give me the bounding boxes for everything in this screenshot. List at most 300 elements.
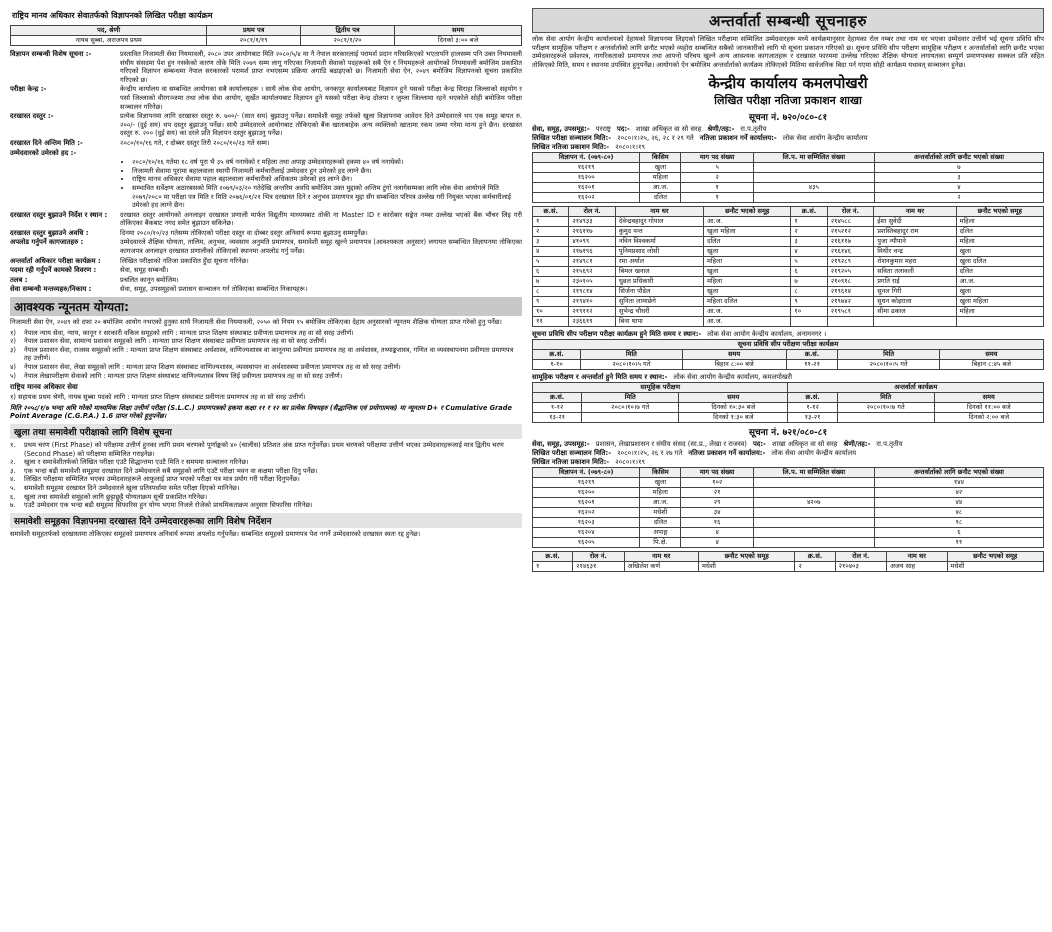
- summary-cell: दलित: [640, 193, 681, 203]
- age-limit-list: [120, 158, 522, 210]
- summary-cell: आ.ज.: [640, 498, 681, 508]
- group-test-place: लोक सेवा आयोग केन्द्रीय कार्यालय, कमलपोखरी: [673, 373, 793, 382]
- field-value: सेवा, समूह, उपसमूहको प्रशासन सञ्चालन गर्न तोकिएका सम्बन्धित निकायहरू।: [120, 285, 308, 294]
- summary-row: [533, 163, 1044, 173]
- summary-cell: ४: [874, 183, 1043, 193]
- field-row: [10, 211, 522, 228]
- field-value: प्रचलित कानून बमोजिम।: [120, 275, 179, 284]
- group-test-cell: दिनको १:३० बजे: [679, 413, 788, 423]
- open-item-text: खुला र समावेशीतर्फको लिखित परीक्षा एउटै सिद्धान्तमा एउटै मिति र समयमा सञ्चालन गरिनेछ।: [24, 458, 249, 467]
- candidate-cell: २१६१४६: [827, 247, 874, 257]
- summary-cell: दलित: [640, 518, 681, 528]
- it-test-line: [532, 330, 1044, 339]
- summary-cell: २: [681, 173, 753, 183]
- schedule-header: प्रथम पत्र: [207, 26, 301, 36]
- right-column: [532, 8, 1044, 928]
- field-value: लिखित परीक्षाको नतिजा प्रकाशित हुँदा सूचना गरिनेछ।: [120, 256, 249, 265]
- candidate-header: क्र.सं.: [795, 552, 835, 562]
- candidate-cell: ५: [791, 257, 827, 267]
- field-value: २०८०/१०/१६ गते, र दोब्बर दस्तुर तिरी २०८०/१०/२३ गते सम्म।: [120, 138, 270, 147]
- summary-cell: [753, 478, 874, 488]
- level-value: रा.प.तृतीय: [740, 125, 767, 134]
- summary-table: [532, 467, 1044, 548]
- candidate-cell: २१९४१०: [569, 297, 616, 307]
- candidate-cell: महिला दलित: [704, 297, 791, 307]
- age-item: • निजामती सेवामा पूरामा बहालवाला स्थायी निजामती कर्मचारीलाई उम्मेदवार हुन उमेरको हद लाग्ने छैन।: [132, 167, 522, 176]
- candidate-cell: [791, 317, 827, 327]
- candidate-cell: पुजा न्यौपाने: [874, 237, 956, 247]
- it-test-cell: बिहान ८:४५ बजे: [939, 360, 1043, 370]
- notice-number: सूचना नं. ७२०/०८०-८१: [748, 113, 828, 124]
- it-test-header: मिति: [581, 350, 683, 360]
- candidate-cell: देवेन्द्रबहादुर गोपाल: [615, 217, 703, 227]
- candidate-header: छनौट भएको समूह: [956, 207, 1043, 217]
- open-item-text: एउटै उम्मेदवार एक भन्दा बढी समूहमा सिफारिस हुन योग्य भएमा निजले रोजेको प्राथमिकताक्रम अनुसार सिफारिस गरिनेछ।: [24, 501, 313, 510]
- candidate-cell: मधेशी: [699, 562, 795, 572]
- field-label: दरखास्त दिने अन्तिम मिति :-: [10, 138, 83, 147]
- candidate-cell: खुला: [704, 287, 791, 297]
- candidate-row: [533, 307, 1044, 317]
- summary-cell: ४: [681, 538, 753, 548]
- candidate-cell: २१०९१८: [827, 277, 874, 287]
- interview-notice-heading: अन्तर्वार्ता सम्बन्धी सूचनाहरु: [532, 8, 1044, 33]
- group-test-cell: दिनको ११:०० बजे: [934, 403, 1043, 413]
- summary-cell: [753, 193, 874, 203]
- summary-row: [533, 173, 1044, 183]
- candidate-cell: अखिलेश कर्ण: [624, 562, 698, 572]
- candidate-cell: २१९७४२: [827, 297, 874, 307]
- summary-cell: २१: [681, 488, 753, 498]
- candidate-cell: रोशनकुमार महरा: [874, 257, 956, 267]
- it-test-header: समय: [939, 350, 1043, 360]
- group-test-cell: दिनको १०:३० बजे: [679, 403, 788, 413]
- candidate-cell: ७: [533, 277, 569, 287]
- group-test-row: [533, 403, 1044, 413]
- candidate-cell: २१६११७: [827, 237, 874, 247]
- summary-cell: ४: [681, 528, 753, 538]
- summary-cell: २९: [681, 498, 753, 508]
- schedule-header: समय: [394, 26, 521, 36]
- summary-header: अन्तर्वार्ताको लागि छनौट भएको संख्या: [874, 153, 1043, 163]
- summary-cell: १६२०३: [533, 518, 640, 528]
- result-date-value: २०८०।१।१९: [615, 458, 646, 467]
- field-value: केन्द्रीय कार्यालय वा सम्बन्धित आयोगका सबै कार्यालयहरू । साथै लोक सेवा आयोग, जनकपुर कार्यालयबाट विज्ञापन हुने यसको परीक्षा केन्द्र सिराहा जिल्लाको सहयोग र पर्सा जिल्लाको वीरगञ्जमा तथा लोक सेवा आयोग, सुर्खेत कार्यालयबाट विज्ञापन हुने यसको परीक्षा केन्द्र दोलपा र जुम्ला जिल्लामा रहने भएकोले सोही बमोजिम परीक्षा सञ्चालन गरिनेछ।: [120, 85, 522, 111]
- candidate-cell: खुला महिला: [704, 227, 791, 237]
- candidate-cell: महिला: [956, 217, 1043, 227]
- it-test-cell: २०८०।१०।५ गते: [581, 360, 683, 370]
- candidate-cell: नविन विश्वकर्मा: [615, 237, 703, 247]
- result-date-value: २०८०।१।१९: [615, 143, 646, 152]
- open-item-number: ६.: [10, 492, 16, 501]
- field-row: [10, 112, 522, 138]
- group-test-cell: २०८०।१०।७ गते: [837, 403, 934, 413]
- qualification-list: [10, 329, 522, 381]
- candidate-header: नाम थर: [874, 207, 956, 217]
- group-test-header: मिति: [837, 393, 934, 403]
- office-name: केन्द्रीय कार्यालय कमलपोखरी: [708, 74, 868, 93]
- summary-cell: १६: [681, 518, 753, 528]
- summary-cell: खुला: [640, 478, 681, 488]
- level-value: रा.प.तृतीय: [876, 440, 903, 449]
- it-test-row: [533, 360, 1044, 370]
- candidate-cell: खुला: [704, 247, 791, 257]
- candidate-cell: मधेशी: [947, 562, 1044, 572]
- candidate-cell: १०: [791, 307, 827, 317]
- qualification-item: [10, 346, 522, 363]
- group-test-header: क्र.सं.: [533, 393, 582, 403]
- summary-row: [533, 528, 1044, 538]
- qualification-item-number: १): [10, 328, 17, 337]
- exam-date-value: २०८०।१।२५, २६ र २७ गते: [617, 449, 683, 458]
- schedule-cell: २०८१/१/२०: [301, 36, 395, 46]
- qualification-item-text: नेपाल लेखापरीक्षण सेवाको लागि : मान्यता प्राप्त शिक्षण संस्थाबाट वाणिज्यशास्त्र विषय लिई प्रवीणता प्रमाणपत्र तह वा सो सरह उत्तीर्ण।: [24, 371, 343, 380]
- summary-cell: ४२०७: [753, 498, 874, 508]
- field-label: उम्मेदवारको उमेरको हद :-: [10, 148, 77, 157]
- service-value: परराष्ट्र: [595, 125, 611, 134]
- summary-cell: ११: [874, 538, 1043, 548]
- candidate-cell: मिथीर चन्द्र: [874, 247, 956, 257]
- service-label: सेवा, समूह, उपसमूह:-: [532, 440, 590, 449]
- candidate-cell: ४: [791, 247, 827, 257]
- candidate-header: नाम थर: [615, 207, 703, 217]
- summary-row: [533, 508, 1044, 518]
- candidate-header: नाम थर: [624, 552, 698, 562]
- summary-cell: १६२०५: [533, 538, 640, 548]
- candidate-header-row: [533, 552, 1044, 562]
- open-item-number: २.: [10, 458, 16, 467]
- summary-cell: [753, 528, 874, 538]
- summary-header: विज्ञापन नं. (०७९-८०): [533, 153, 640, 163]
- open-item-number: ३.: [10, 466, 16, 475]
- field-value: प्रत्येक विज्ञापनमा लागि दरखास्त दस्तुर रु. ७००/- (सात सय) बुझाउनु पर्नेछ। समावेशी समूह तर्फको खुला विज्ञापनमा आवेदन दिने उम्मेदवारले थप एक समूह बापत रु. २००/- (दुई सय) थप दस्तुर बुझाउनु पर्नेछ। साथै उम्मेदवारले आयोगबाट तोकिएको बैंक खाताबाहेक अन्य व्यक्तिको खातामा रकम जम्मा गरेमा मान्य हुने छैन। दरखास्त दस्तुर रु. २०० (दुई सय) का दरले प्रति विज्ञापन दस्तुर बुझाउनु पर्नेछ।: [120, 112, 522, 138]
- group-test-header-row: [533, 393, 1044, 403]
- summary-cell: १८: [874, 518, 1043, 528]
- field-label: अपलोड गर्नुपर्ने कागजातहरु :: [10, 238, 84, 247]
- open-item-text: लिखित परीक्षामा सम्मिलित भएका उम्मेदवारहरूले आफूलाई प्राप्त भएको परीक्षा पत्र मात्र प्रयोग गरी परीक्षा दिनुपर्नेछ।: [24, 475, 300, 484]
- result-date-label: लिखित नतिजा प्रकाशन मिति:-: [532, 143, 610, 152]
- candidate-header: रोल नं.: [827, 207, 874, 217]
- result-office-value: लोक सेवा आयोग केन्द्रीय कार्यालय: [771, 449, 857, 458]
- summary-header: माग पद संख्या: [681, 153, 753, 163]
- field-label: सेवा सम्बन्धी मन्तव्यहरु/निकाय :: [10, 285, 92, 294]
- candidate-header-row: [533, 207, 1044, 217]
- result-office-label: नतिजा प्रकाशन गर्ने कार्यालय:-: [688, 449, 766, 458]
- exam-date-label: लिखित परीक्षा सञ्चालन मिति:-: [532, 449, 612, 458]
- field-row: [10, 238, 522, 255]
- candidate-cell: आ.ज.: [704, 317, 791, 327]
- open-item-number: ४.: [10, 475, 16, 484]
- candidate-cell: २१९२०५: [827, 267, 874, 277]
- candidate-cell: सीमा ढकाल: [874, 307, 956, 317]
- post-value: शाखा अधिकृत वा सो सरह: [771, 440, 838, 449]
- summary-cell: १: [681, 183, 753, 193]
- group-test-line: [532, 373, 1044, 382]
- candidate-cell: सविता तलावली: [874, 267, 956, 277]
- exam-schedule-table: [10, 25, 522, 46]
- candidate-cell: ११: [533, 317, 569, 327]
- qualification-item: [10, 329, 522, 338]
- field-row: [10, 285, 522, 294]
- group-test-cell: दिनको २:०० बजे: [934, 413, 1043, 423]
- group-test-cell: १३-२१: [788, 413, 837, 423]
- post-value: शाखा अधिकृत वा सो सरह: [635, 125, 702, 134]
- candidate-cell: २३६६१९: [569, 317, 616, 327]
- qualification-item: [10, 363, 522, 372]
- it-test-cell: बिहान ८:०० बजे: [682, 360, 786, 370]
- summary-cell: १६२०१: [533, 498, 640, 508]
- summary-cell: १६२००: [533, 488, 640, 498]
- summary-cell: १: [681, 193, 753, 203]
- candidate-header: नाम थर: [886, 552, 947, 562]
- candidate-cell: ८: [533, 287, 569, 297]
- candidate-cell: ४: [533, 247, 569, 257]
- open-inclusive-heading: खुला तथा समावेशी परीक्षाको लागि विशेष सूचना: [10, 424, 522, 439]
- candidate-table: [532, 551, 1044, 572]
- candidate-cell: २१४५८८: [827, 217, 874, 227]
- candidate-cell: १: [533, 217, 569, 227]
- summary-cell: महिला: [640, 173, 681, 183]
- qualification-item: [10, 372, 522, 381]
- candidate-cell: आ.ज.: [704, 307, 791, 317]
- open-item: [10, 475, 522, 484]
- field-label: विज्ञापन सम्बन्धी विशेष सूचना :-: [10, 50, 92, 58]
- branch-name: लिखित परीक्षा नतिजा प्रकाशन शाखा: [714, 94, 862, 108]
- candidate-cell: सुधन कोइराला: [874, 297, 956, 307]
- qualification-item-number: ३): [10, 345, 17, 354]
- inclusive-instruction-heading: समावेशी समूहका विज्ञापनमा दरखास्त दिने उम्मेदवारहरूका लागि विशेष निर्देशन: [10, 513, 522, 528]
- group-test-cell: [582, 413, 679, 423]
- candidate-header: छनौट भएको समूह: [947, 552, 1044, 562]
- candidate-cell: ३: [791, 237, 827, 247]
- candidate-cell: ७: [791, 277, 827, 287]
- candidate-cell: [874, 317, 956, 327]
- candidate-cell: प्रशस्तिबहादुर राम: [874, 227, 956, 237]
- qualification-item-number: ४): [10, 363, 17, 371]
- candidate-row: [533, 227, 1044, 237]
- age-item: • राष्ट्रिय मानव अधिकार सेवामा पहाल बहालवाला कर्मचारीको अधिकतम उमेरको हद लाग्ने छैन।: [132, 175, 522, 184]
- candidate-cell: ९: [791, 297, 827, 307]
- summary-cell: १६२०४: [533, 528, 640, 538]
- open-item-text: खुला तथा समावेशी समूहको लागि छुट्टाछुट्टै योग्यताक्रम सूची प्रकाशित गरिनेछ।: [24, 492, 208, 501]
- summary-cell: महिला: [640, 488, 681, 498]
- left-column: [10, 8, 522, 928]
- field-label: परीक्षा केन्द्र :-: [10, 85, 47, 94]
- field-label: दरखास्त दस्तुर :-: [10, 112, 54, 121]
- candidate-cell: २१०४०३: [835, 562, 886, 572]
- notice-number: सूचना नं. ७२१/०८०-८१: [748, 428, 828, 439]
- open-item-number: १.: [10, 440, 16, 449]
- it-test-place: लोक सेवा आयोग केन्द्रीय कार्यालय, अनामनगर ।: [707, 330, 827, 339]
- open-item-number: ७.: [10, 501, 16, 510]
- qualification-item-text: नेपाल न्याय सेवा, न्याय, कानून र सरकारी वकिल समूहको लागि : मान्यता प्राप्त शिक्षण संस्थाबाट प्रवीणता प्रमाणपत्र तह वा सो सरह उत्तीर्ण।: [24, 328, 354, 337]
- open-item-text: एक भन्दा बढी समावेशी समूहमा दरखास्त दिने उम्मेदवारले सबै समूहको लागि एउटै परीक्षा भवन वा कक्षमा परीक्षा दिनु पर्नेछ।: [24, 466, 318, 475]
- summary-row: [533, 498, 1044, 508]
- summary-cell: [753, 518, 874, 528]
- summary-cell: १६२१९: [533, 163, 640, 173]
- summary-cell: [753, 163, 874, 173]
- field-label: पदमा रही गर्नुपर्ने कामको विवरण :: [10, 266, 97, 275]
- summary-cell: [753, 488, 874, 498]
- candidate-cell: २१६११७: [569, 227, 616, 237]
- summary-cell: ७: [874, 163, 1043, 173]
- candidate-table: [532, 206, 1044, 327]
- group-test-table: [532, 382, 1044, 423]
- summary-cell: [753, 538, 874, 548]
- nhr-heading: राष्ट्रिय मानव अधिकार सेवा: [10, 383, 78, 392]
- summary-row: [533, 193, 1044, 203]
- summary-cell: पि.क्षे.: [640, 538, 681, 548]
- candidate-cell: रमा अर्याल: [615, 257, 703, 267]
- service-label: सेवा, समूह, उपसमूह:-: [532, 125, 590, 134]
- candidate-cell: कुमुद पन्त: [615, 227, 703, 237]
- candidate-cell: बिना थापा: [615, 317, 703, 327]
- field-row: [10, 139, 522, 148]
- qualification-item-number: ५): [10, 371, 17, 380]
- candidate-cell: १: [791, 217, 827, 227]
- notice-block: [532, 425, 1044, 572]
- inclusive-instruction-text: समावेशी समूहतर्फको दरखास्तमा तोकिएका समूहको प्रमाणपत्र अनिवार्य रूपमा अपलोड गर्नुपर्नेछ। सम्बन्धित समूहको प्रमाणपत्र पेश नगर्ने उम्मेदवारको दरखास्त स्वतः रद्द हुनेछ।: [10, 529, 421, 538]
- open-item-text: समावेशी समूहमा दरखास्त दिने उम्मेदवारले खुला प्रतिस्पर्धामा समेत परीक्षा दिएको मानिनेछ।: [24, 483, 240, 492]
- field-row: [10, 149, 522, 158]
- candidate-row: [533, 247, 1044, 257]
- group-test-cell: १-१२: [533, 403, 582, 413]
- open-item: [10, 467, 522, 476]
- group-test-label: सामूहिक परीक्षण र अन्तर्वार्ता हुने मिति समय र स्थान:-: [532, 373, 668, 382]
- candidate-cell: २: [795, 562, 835, 572]
- candidate-cell: आ.ज.: [956, 277, 1043, 287]
- summary-header-row: [533, 153, 1044, 163]
- qualification-item-text: नेपाल प्रशासन सेवा, लेखा समूहको लागि : मान्यता प्राप्त शिक्षण संस्थाबाट वाणिज्यशास्त्र, व्यवस्थापन वा अर्थशास्त्रमा प्रवीणता प्रमाणपत्र तह वा सो सरह उत्तीर्ण।: [24, 363, 401, 371]
- open-item: [10, 501, 522, 510]
- candidate-cell: [827, 317, 874, 327]
- candidate-cell: बिमल खनाल: [615, 267, 703, 277]
- level-label: श्रेणी/तह:-: [843, 440, 871, 449]
- it-test-table: [532, 339, 1044, 370]
- summary-header-row: [533, 468, 1044, 478]
- candidate-cell: आ.ज.: [704, 217, 791, 227]
- notice-result-line: [532, 143, 1044, 152]
- group-test-header: समय: [934, 393, 1043, 403]
- notice-result-line: [532, 458, 1044, 467]
- it-test-title: सूचना प्रविधि सीप परीक्षण परीक्षा कार्यक्रम: [533, 340, 1044, 350]
- age-item: • सम्भावित सर्वेक्षण अठारबसको मिति २०७९/०३/२० गतेदेखि अन्तरिम अवधि बमोजिम उक्त मुद्दाको अन्तिम टुंगो नलागेसम्मका लागि लोक सेवा आयोगले मिति २०७९/२०८० मा परीक्षा पत्र मिति र मिति २०७६/०१/२१ भित्र दरखास्त दिने र अनुभव प्रमाणपत्र मुद्दा सँग सम्बन्धित परिपत्र उल्लेख गरी नियुक्त भएका कर्मचारीलाई उमेरको हद लाग्ने छैन।: [132, 184, 522, 210]
- summary-cell: ४३५: [753, 183, 874, 193]
- candidate-row: [533, 317, 1044, 327]
- candidate-cell: २: [533, 227, 569, 237]
- candidate-cell: खुला दलित: [956, 257, 1043, 267]
- candidate-cell: महिला: [956, 307, 1043, 317]
- candidate-row: [533, 257, 1044, 267]
- candidate-cell: दलित: [956, 267, 1043, 277]
- candidate-cell: अजय साह: [886, 562, 947, 572]
- qualification-intro: निजामती सेवा ऐन, २०४९ को दफा २० बमोजिम आयोग नभएको हुनुका साथै निजामती सेवा नियमावली, २०५० को नियम १५ बमोजिम तोकिएका देहाय अनुसारको न्यूनतम शैक्षिक योग्यता प्राप्त गरेको हुनु पर्नेछ।: [10, 318, 502, 327]
- qualification-item-text: नेपाल प्रशासन सेवा, सामान्य प्रशासन समूहको लागि : मान्यता प्राप्त शिक्षण संस्थाबाट प्रवीणता प्रमाणपत्र तह वा सो सरह उत्तीर्ण।: [24, 337, 327, 346]
- it-test-cell: २०८०।१०।५ गते: [838, 360, 940, 370]
- candidate-cell: ईशा सुवेदी: [874, 217, 956, 227]
- summary-cell: खुला: [640, 163, 681, 173]
- summary-cell: ६: [874, 528, 1043, 538]
- field-row: [10, 266, 522, 275]
- age-item: • २०८०/१०/१६ गतेमा १८ वर्ष पूरा भै ३५ वर्ष ननाघेको र महिला तथा अपाङ्ग उम्मेदवारहरूको हकमा ४० वर्ष ननाघेको।: [132, 158, 522, 167]
- it-test-header: क्र.सं.: [533, 350, 581, 360]
- candidate-cell: २१९५८१: [827, 307, 874, 317]
- summary-cell: २: [874, 193, 1043, 203]
- summary-cell: १४४: [874, 478, 1043, 488]
- summary-cell: ३४: [681, 508, 753, 518]
- candidate-row: [533, 217, 1044, 227]
- candidate-cell: ५: [533, 257, 569, 267]
- candidate-cell: सुनिता लामाछेगे: [615, 297, 703, 307]
- level-label: श्रेणी/तह:-: [707, 125, 735, 134]
- group-test-header: क्र.सं.: [788, 393, 837, 403]
- candidate-cell: २१९२८९: [827, 257, 874, 267]
- candidate-cell: सुभेन्द्र चौधरी: [615, 307, 703, 317]
- candidate-cell: २१४९३३: [569, 217, 616, 227]
- candidate-cell: खुला: [956, 247, 1043, 257]
- summary-cell: १६२१९: [533, 478, 640, 488]
- group-test-cell: १३-२१: [533, 413, 582, 423]
- candidate-cell: सुनल गिरी: [874, 287, 956, 297]
- candidate-cell: २१९८१४: [569, 287, 616, 297]
- summary-row: [533, 538, 1044, 548]
- result-office-label: नतिजा प्रकाशन गर्ने कार्यालय:-: [699, 134, 777, 143]
- schedule-cell: दिनको ३:०० बजे: [394, 36, 521, 46]
- group-test-row: [533, 413, 1044, 423]
- open-item: [10, 493, 522, 502]
- candidate-cell: २१९६१४: [827, 287, 874, 297]
- nhr-item: १) सहायक प्रथम श्रेणी, नायब सुब्बा पदको लागि : मान्यता प्राप्त शिक्षण संस्थाबाट प्रवीणता प्रमाणपत्र तह वा सो सरह उत्तीर्ण।: [10, 393, 306, 402]
- qualification-heading: आवश्यक न्यूनतम योग्यता:: [10, 297, 522, 316]
- field-value: सेवा, समूह सम्बन्धी।: [120, 266, 169, 275]
- candidate-cell: २१५६९२: [569, 267, 616, 277]
- candidate-cell: १०: [533, 307, 569, 317]
- summary-row: [533, 518, 1044, 528]
- schedule-header: पद, श्रेणी: [11, 26, 207, 36]
- candidate-header: क्र.सं.: [533, 552, 573, 562]
- candidate-header: छनौट भएको समूह: [699, 552, 795, 562]
- result-office-value: लोक सेवा आयोग केन्द्रीय कार्यालय: [782, 134, 868, 143]
- summary-cell: ४८: [874, 508, 1043, 518]
- candidate-cell: २१७१९६: [569, 247, 616, 257]
- summary-header: माग पद संख्या: [681, 468, 753, 478]
- group-test-header: मिति: [582, 393, 679, 403]
- candidate-cell: सिर्जना पौडेल: [615, 287, 703, 297]
- it-test-header-row: [533, 350, 1044, 360]
- it-test-title-row: [533, 340, 1044, 350]
- post-label: पद:-: [752, 440, 766, 449]
- candidate-header: छनौट भएको समूह: [704, 207, 791, 217]
- open-item: [10, 441, 522, 458]
- candidate-cell: दलित: [704, 237, 791, 247]
- candidate-row: [533, 277, 1044, 287]
- summary-cell: ३: [874, 173, 1043, 183]
- schedule-row: [11, 36, 522, 46]
- summary-cell: १६२००: [533, 173, 640, 183]
- field-label: दरखास्त दस्तुर बुझाउने अवधि :: [10, 228, 89, 237]
- candidate-cell: २: [791, 227, 827, 237]
- it-test-label: सूचना प्रविधि सीप परीक्षण परीक्षा कार्यक्रम हुने मिति समय र स्थान:-: [532, 330, 702, 339]
- summary-header: लि.प. मा सम्मिलित संख्या: [753, 153, 874, 163]
- summary-header: अन्तर्वार्ताको लागि छनौट भएको संख्या: [874, 468, 1043, 478]
- candidate-cell: २१५२१२: [827, 227, 874, 237]
- summary-header: लि.प. मा सम्मिलित संख्या: [753, 468, 874, 478]
- slc-note: मिति २०५८/१/७ भन्दा अघि गरेको माध्यमिक शिक्षा उत्तीर्ण परीक्षा (S.L.C.) प्रमाणपत्रको हकमा कक्षा ११ र १२ का प्रत्येक विषयहरु (सैद्धान्तिक एवं प्रयोगात्मक) मा न्यूनतम D+ र Cumulative Grade Point Average (C.G.P.A.) 1.6 प्राप्त गरेको हुनुपर्नेछ।: [10, 403, 512, 421]
- group-test-title-row: [533, 383, 1044, 393]
- group-test-title: सामूहिक परीक्षण: [533, 383, 788, 393]
- open-inclusive-list: [10, 441, 522, 510]
- candidate-cell: ६: [533, 267, 569, 277]
- summary-row: [533, 183, 1044, 193]
